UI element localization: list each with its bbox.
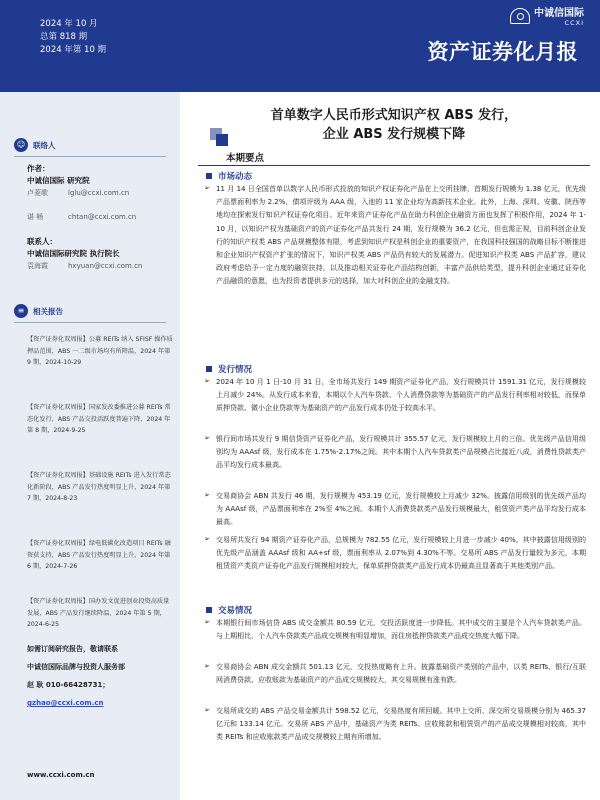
summary-heading: 本期要点 — [226, 153, 265, 164]
author1-name: 卢菱歌 — [27, 189, 48, 197]
trading-paragraph: 交易所成交的 ABS 产品交易金额共计 598.52 亿元，交易热度有所回暖。其中上交所、深交所交易规模分别为 465.37 亿元和 133.14 亿元。交易所 ABS 产品中，基础资产为类 REITs、应收账款和租赁资产的产品成交规模相对较高，其中类 REITs 和应收账款类产品成交规模较上期有所增加。 — [216, 707, 586, 742]
issuance-paragraph: 交易所共发行 94 期资产证券化产品，总规模为 782.55 亿元，发行规模较上月进一步减少 40%。其中披露信用级别的优先级产品涵盖 AAAsf 级和 AA+sf 级，票面利率从 2.07%到 4.30%不等。交易所 ABS 产品发行量较为多元，本期租赁资产类资产证券化产品发行规模相对较大，保单质押贷款类产品发行成本仍最高且显著高于其他类别产品。 — [216, 536, 586, 571]
related-label: 相关报告 — [33, 306, 63, 316]
logo-name-cn: 中诚信国际 — [534, 8, 584, 19]
contacts-label: 联络人 — [33, 140, 56, 150]
author2-name: 谌 畅 — [27, 213, 44, 221]
issue-year-number: 2024 年第 10 期 — [40, 45, 107, 55]
issuance-paragraph: 交易商协会 ABN 共发行 46 期，发行规模为 453.19 亿元，发行规模较上月减少 32%。披露信用级别的优先级产品均为 AAAsf 级，产品票面利率在 2%至 4%之间。本期个人消费贷款类产品发行规模最大，租赁资产类产品平均发行成本最高。 — [216, 492, 586, 527]
market-paragraph: 11 月 14 日全国首单以数字人民币形式投放的知识产权证券化产品在上交所挂牌，首期发行规模为 1.38 亿元，优先级产品票面利率为 2.2%，债项评级为 AAA 级，入池的 11 家企业均为高新技术企业。此外，上海、深圳、安徽、陕西等地均在探索发行知识产权证券化项目。近年来资产证券化产品在助力科创企业融资方面也发挥了积极作用，2024 年 1-10 月，以知识产权为基础资产的资产证券化产品共发行 24 期，发行规模为 36.2 亿元，但也需正视，目前科创企业发行的知识产权类 ABS 产品规模整体有限，考虑到知识产权是科创企业的重要资产，在我国科技强国的战略目标不断推进和企业知识产权资产扩张的情况下，知识产权类 ABS 产品仍有较大的发展潜力。促进知识产权类 ABS 产品扩容，建议政府考虑给予一定力度的融资扶持，以及推动相关证券化产品结构创新，丰富产品供给类型，提升科创企业通过证券化产品融资的意愿，也为投资者提供多元的选择，加大对科创企业的金融支持。 — [216, 185, 586, 286]
section-market-header — [206, 170, 252, 182]
related-report-link[interactable]: 【资产证券化双周报】国家发改委推进公募 REITs 常态化发行，ABS 产品交投活跃度普遍下降，2024 年第 8 期，2024-9-25 — [27, 404, 171, 434]
contact-email[interactable]: hxyuan@ccxi.com.cn — [68, 262, 143, 270]
document-icon: ≡ — [14, 304, 28, 318]
author1-email[interactable]: lglu@ccxi.com.cn — [68, 189, 130, 197]
contact-name: 袁海霞 — [27, 262, 48, 270]
square-bullet-icon — [206, 607, 212, 613]
report-title: 资产证券化月报 — [427, 40, 578, 64]
arrow-bullet-icon: ➢ — [204, 184, 210, 192]
issuance-paragraph: 银行间市场共发行 9 期信贷资产证券化产品，发行规模共计 355.57 亿元，发行规模较上月的三倍。优先级产品信用级别均为 AAAsf 级，发行成本在 1.75%-2.17%之间。其中本期个人汽车贷款类产品规模占比接近八成，消费性贷款类产品平均发行成本最高。 — [216, 435, 586, 470]
contacts-section-header — [14, 138, 56, 152]
section-trading-header — [206, 604, 252, 616]
order-line2: 中诚信国际品牌与投资人服务部 — [27, 663, 125, 671]
section-trading-label: 交易情况 — [218, 606, 253, 616]
logo-name-en: CCXI — [564, 19, 584, 27]
arrow-bullet-icon: ➢ — [204, 377, 210, 385]
person-icon: ☺ — [14, 138, 28, 152]
logo-mark-icon — [510, 8, 530, 24]
section-issuance-label: 发行情况 — [218, 365, 253, 375]
order-email-link[interactable]: gzhao@ccxi.com.cn — [27, 699, 104, 707]
arrow-bullet-icon: ➢ — [204, 491, 210, 499]
trading-paragraph: 交易商协会 ABN 成交金额共 501.13 亿元，交投热度略有上升。披露基础资产类别的产品中，以类 REITs、银行/互联网消费贷款、应收账款为基础资产的产品成交规模较大，其交易规模有涨有跌。 — [216, 663, 586, 685]
section-market-label: 市场动态 — [218, 172, 253, 182]
website-link[interactable]: www.ccxi.com.cn — [27, 771, 95, 779]
arrow-bullet-icon: ➢ — [204, 535, 210, 543]
report-header — [0, 0, 600, 92]
divider — [14, 156, 166, 157]
trading-paragraph: 本期银行间市场信贷 ABS 成交金额共 80.59 亿元，交投活跃度进一步降低。其中成交的主要是个人汽车贷款类产品。与上期相比，个人汽车贷款类产品成交规模有明显增加，而住房抵押贷款类产品成交热度大幅下降。 — [216, 619, 586, 641]
article-title-line2: 企业 ABS 发行规模下降 — [322, 127, 466, 142]
main-content — [198, 92, 590, 800]
contact-dept: 中诚信国际研究院 执行院长 — [27, 249, 120, 258]
issue-info — [40, 18, 106, 57]
square-bullet-icon — [206, 173, 212, 179]
issue-total-number: 总第 818 期 — [40, 32, 88, 42]
divider — [14, 322, 166, 323]
order-contact: 赵 耿 010-66428731； — [27, 681, 110, 689]
related-report-link[interactable]: 【资产证券化双周报】国办发文促进创业投资高质量发展，ABS 产品发行继续降温，2024 年第 5 期，2024-6-25 — [27, 598, 170, 628]
related-section-header — [14, 304, 63, 318]
arrow-bullet-icon: ➢ — [204, 706, 210, 714]
article-title-line1: 首单数字人民币形式知识产权 ABS 发行， — [270, 108, 518, 123]
related-report-link[interactable]: 【资产证券化双周报】公募 REITs 纳入 SFISF 操作质押品范围，ABS 一二级市场均有所降温，2024 年第 9 期，2024-10-29 — [27, 336, 173, 366]
related-report-link[interactable]: 【资产证券化双周报】基础设施 REITs 进入发行常态化新阶段，ABS 产品发行热度明显上升，2024 年第 7 期，2024-8-23 — [27, 472, 171, 502]
arrow-bullet-icon: ➢ — [204, 434, 210, 442]
author-dept: 中诚信国际 研究院 — [27, 176, 90, 185]
arrow-bullet-icon: ➢ — [204, 662, 210, 670]
summary-divider — [198, 165, 590, 166]
subscription-info — [27, 640, 175, 712]
issue-date: 2024 年 10 月 — [40, 19, 98, 29]
company-logo — [510, 4, 584, 27]
related-report-link[interactable]: 【资产证券化双周报】绿电低碳化改造项目 REITs 融资获支持，ABS 产品发行热度明显上升，2024 年第 6 期，2024-7-26 — [27, 540, 171, 570]
section-issuance-header — [206, 363, 252, 375]
author2-email[interactable]: chtan@ccxi.com.cn — [68, 213, 137, 221]
order-line1: 如需订阅研究报告，敬请联系 — [27, 645, 118, 653]
arrow-bullet-icon: ➢ — [204, 618, 210, 626]
square-bullet-icon — [206, 366, 212, 372]
decoration-squares — [210, 128, 232, 150]
author-label: 作者： — [27, 164, 50, 173]
contact-label: 联系人： — [27, 237, 57, 246]
issuance-paragraph: 2024 年 10 月 1 日-10 月 31 日，全市场共发行 149 期资产证券化产品，发行规模共计 1591.31 亿元，发行规模较上月减少 24%。从发行成本来看，本期以个人汽车贷款、个人消费贷款等为基础资产的产品发行利率相对较低，而保单质押贷款、微小企业贷款等为基础资产的产品发行成本仍处于较高水平。 — [216, 378, 586, 413]
